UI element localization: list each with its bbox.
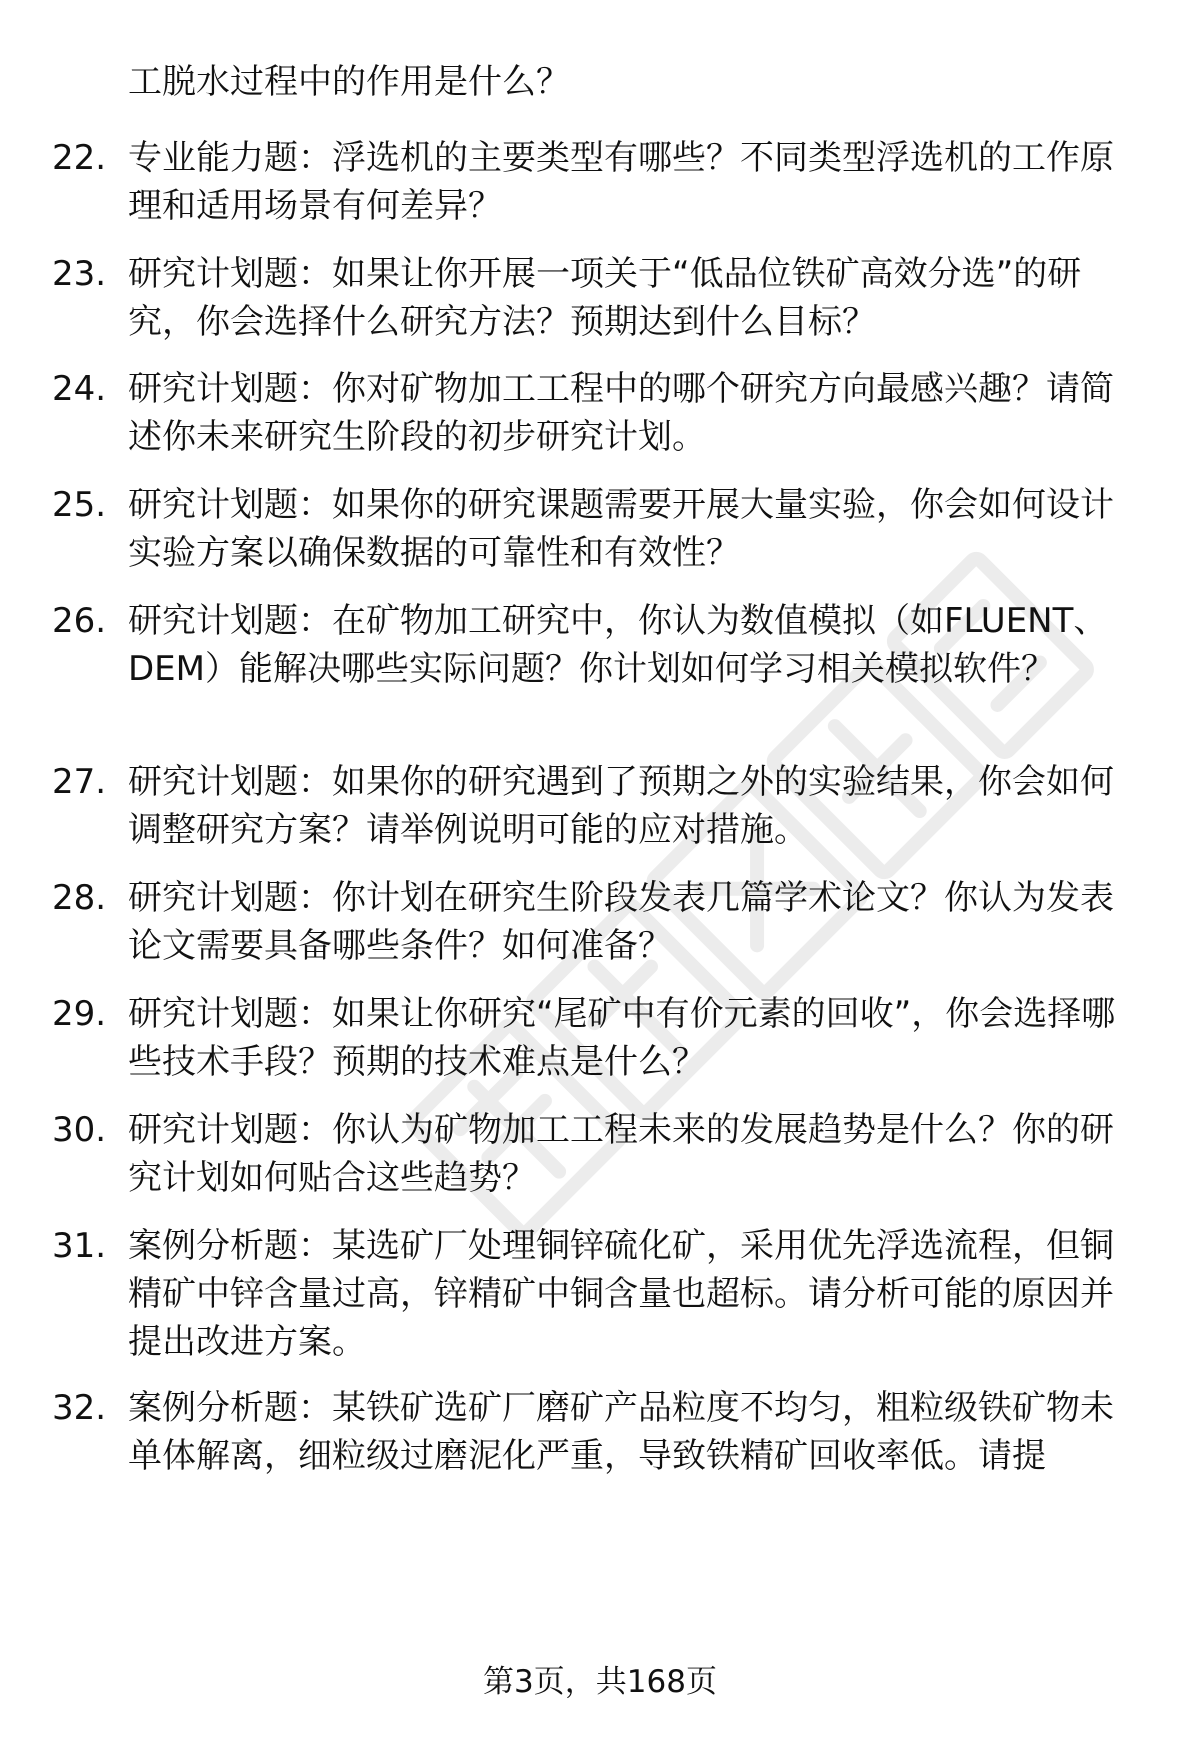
item-text: 专业能力题：浮选机的主要类型有哪些？不同类型浮选机的工作原理和适用场景有何差异？ (128, 138, 1114, 226)
page-footer: 第3页，共168页 (483, 1664, 717, 1700)
continuation-text: 工脱水过程中的作用是什么？ (128, 62, 570, 102)
item-number: 31. (52, 1226, 107, 1266)
item-text: 研究计划题：你计划在研究生阶段发表几篇学术论文？你认为发表论文需要具备哪些条件？如何准备？ (128, 878, 1114, 966)
item-text: 研究计划题：你对矿物加工工程中的哪个研究方向最感兴趣？请简述你未来研究生阶段的初步研究计划。 (128, 369, 1114, 457)
item-number: 22. (52, 138, 107, 178)
item-text: 研究计划题：你认为矿物加工工程未来的发展趋势是什么？你的研究计划如何贴合这些趋势？ (128, 1110, 1114, 1198)
item-number: 30. (52, 1110, 107, 1150)
item-number: 24. (52, 369, 107, 409)
item-number: 23. (52, 254, 107, 294)
item-text: 研究计划题：如果你的研究遇到了预期之外的实验结果，你会如何调整研究方案？请举例说明可能的应对措施。 (128, 762, 1114, 850)
item-number: 27. (52, 762, 107, 802)
item-number: 29. (52, 994, 107, 1034)
item-number: 32. (52, 1388, 107, 1428)
item-text: 研究计划题：如果让你开展一项关于“低品位铁矿高效分选”的研究，你会选择什么研究方法？预期达到什么目标？ (128, 254, 1082, 342)
item-text: 研究计划题：在矿物加工研究中，你认为数值模拟（如FLUENT、DEM）能解决哪些实际问题？你计划如何学习相关模拟软件？ (128, 601, 1108, 689)
item-number: 25. (52, 485, 107, 525)
item-text: 研究计划题：如果你的研究课题需要开展大量实验，你会如何设计实验方案以确保数据的可靠性和有效性？ (128, 485, 1114, 573)
item-number: 28. (52, 878, 107, 918)
item-number: 26. (52, 601, 107, 641)
item-text: 案例分析题：某铁矿选矿厂磨矿产品粒度不均匀，粗粒级铁矿物未单体解离，细粒级过磨泥化严重，导致铁精矿回收率低。请提 (128, 1388, 1114, 1476)
item-text: 案例分析题：某选矿厂处理铜锌硫化矿，采用优先浮选流程，但铜精矿中锌含量过高，锌精矿中铜含量也超标。请分析可能的原因并提出改进方案。 (128, 1226, 1114, 1362)
item-text: 研究计划题：如果让你研究“尾矿中有价元素的回收”，你会选择哪些技术手段？预期的技术难点是什么？ (128, 994, 1116, 1082)
